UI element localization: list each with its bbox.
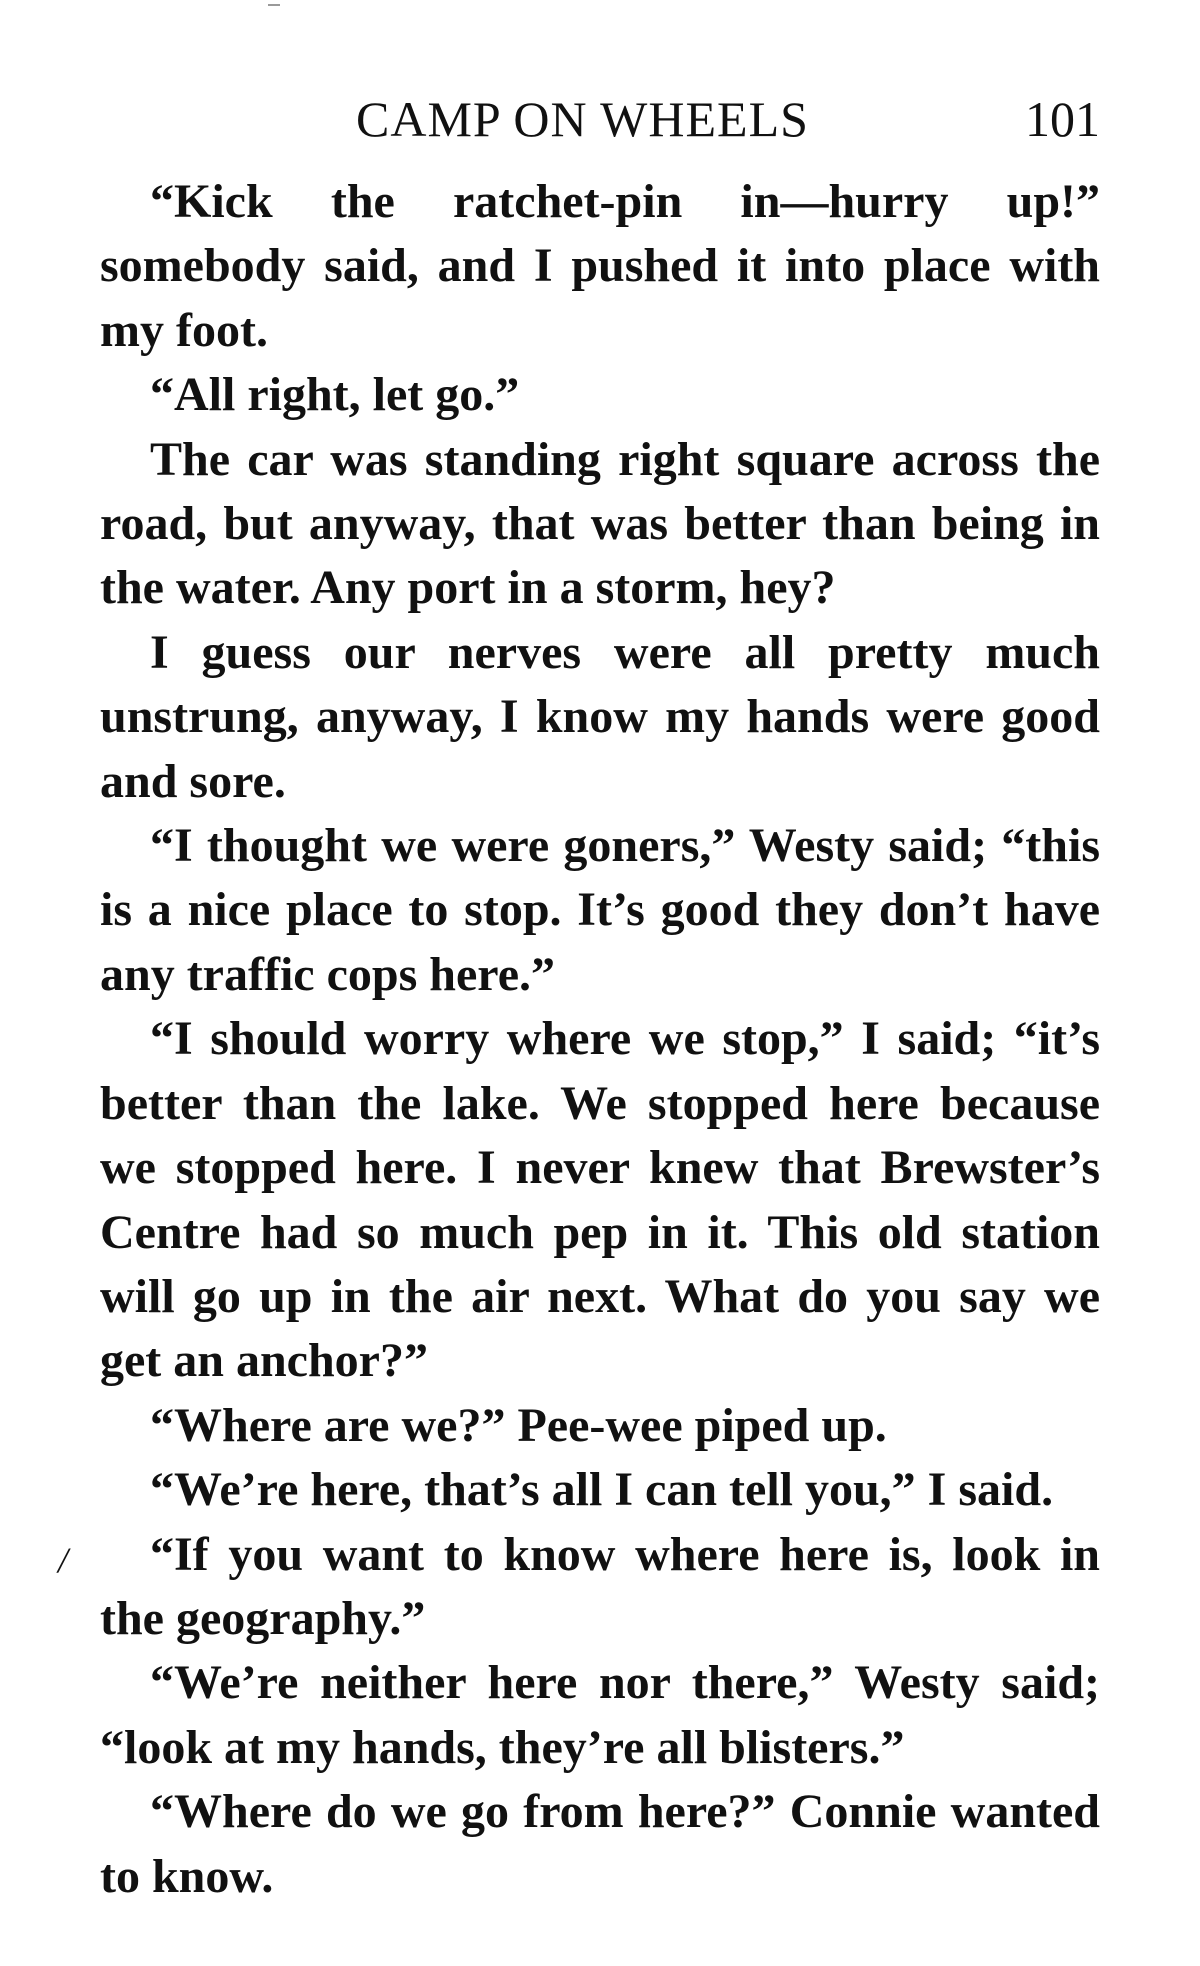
paragraph: “I thought we were goners,” Westy said; “this is a nice place to stop. It’s good they don’t have any traffic cops here.”	[100, 819, 1100, 1001]
paragraph: I guess our nerves were all pretty much unstrung, anyway, I know my hands were good and sore.	[100, 625, 1100, 808]
paragraph: The car was standing right square across the road, but anyway, that was better than being in the water. Any port in a storm, hey?	[100, 432, 1100, 615]
paragraph: “All right, let go.”	[150, 368, 520, 422]
paragraph: “Where are we?” Pee-wee piped up.	[150, 1398, 887, 1452]
paragraph: “We’re here, that’s all I can tell you,” I said.	[150, 1463, 1054, 1517]
scan-artifact-dash	[268, 4, 280, 6]
page-header	[100, 84, 1100, 154]
margin-mark: /	[58, 1540, 69, 1580]
page-number: 101	[1025, 91, 1100, 147]
paragraph: “Where do we go from here?” Connie wanted to know.	[100, 1785, 1100, 1903]
body-text	[100, 170, 1100, 1909]
running-head: CAMP ON WHEELS	[356, 91, 809, 147]
paragraph: “I should worry where we stop,” I said; “it’s better than the lake. We stopped here because we stopped here. I never knew that Brewster’s Centre had so much pep in it. This old station will go up in the air next. What do you say we get an anchor?”	[100, 1012, 1100, 1388]
paragraph: “Kick the ratchet-pin in—hurry up!” somebody said, and I pushed it into place with my foot.	[100, 175, 1100, 357]
paragraph: “If you want to know where here is, look in the geography.”	[100, 1527, 1100, 1645]
paragraph: “We’re neither here nor there,” Westy said; “look at my hands, they’re all blisters.”	[100, 1656, 1100, 1774]
